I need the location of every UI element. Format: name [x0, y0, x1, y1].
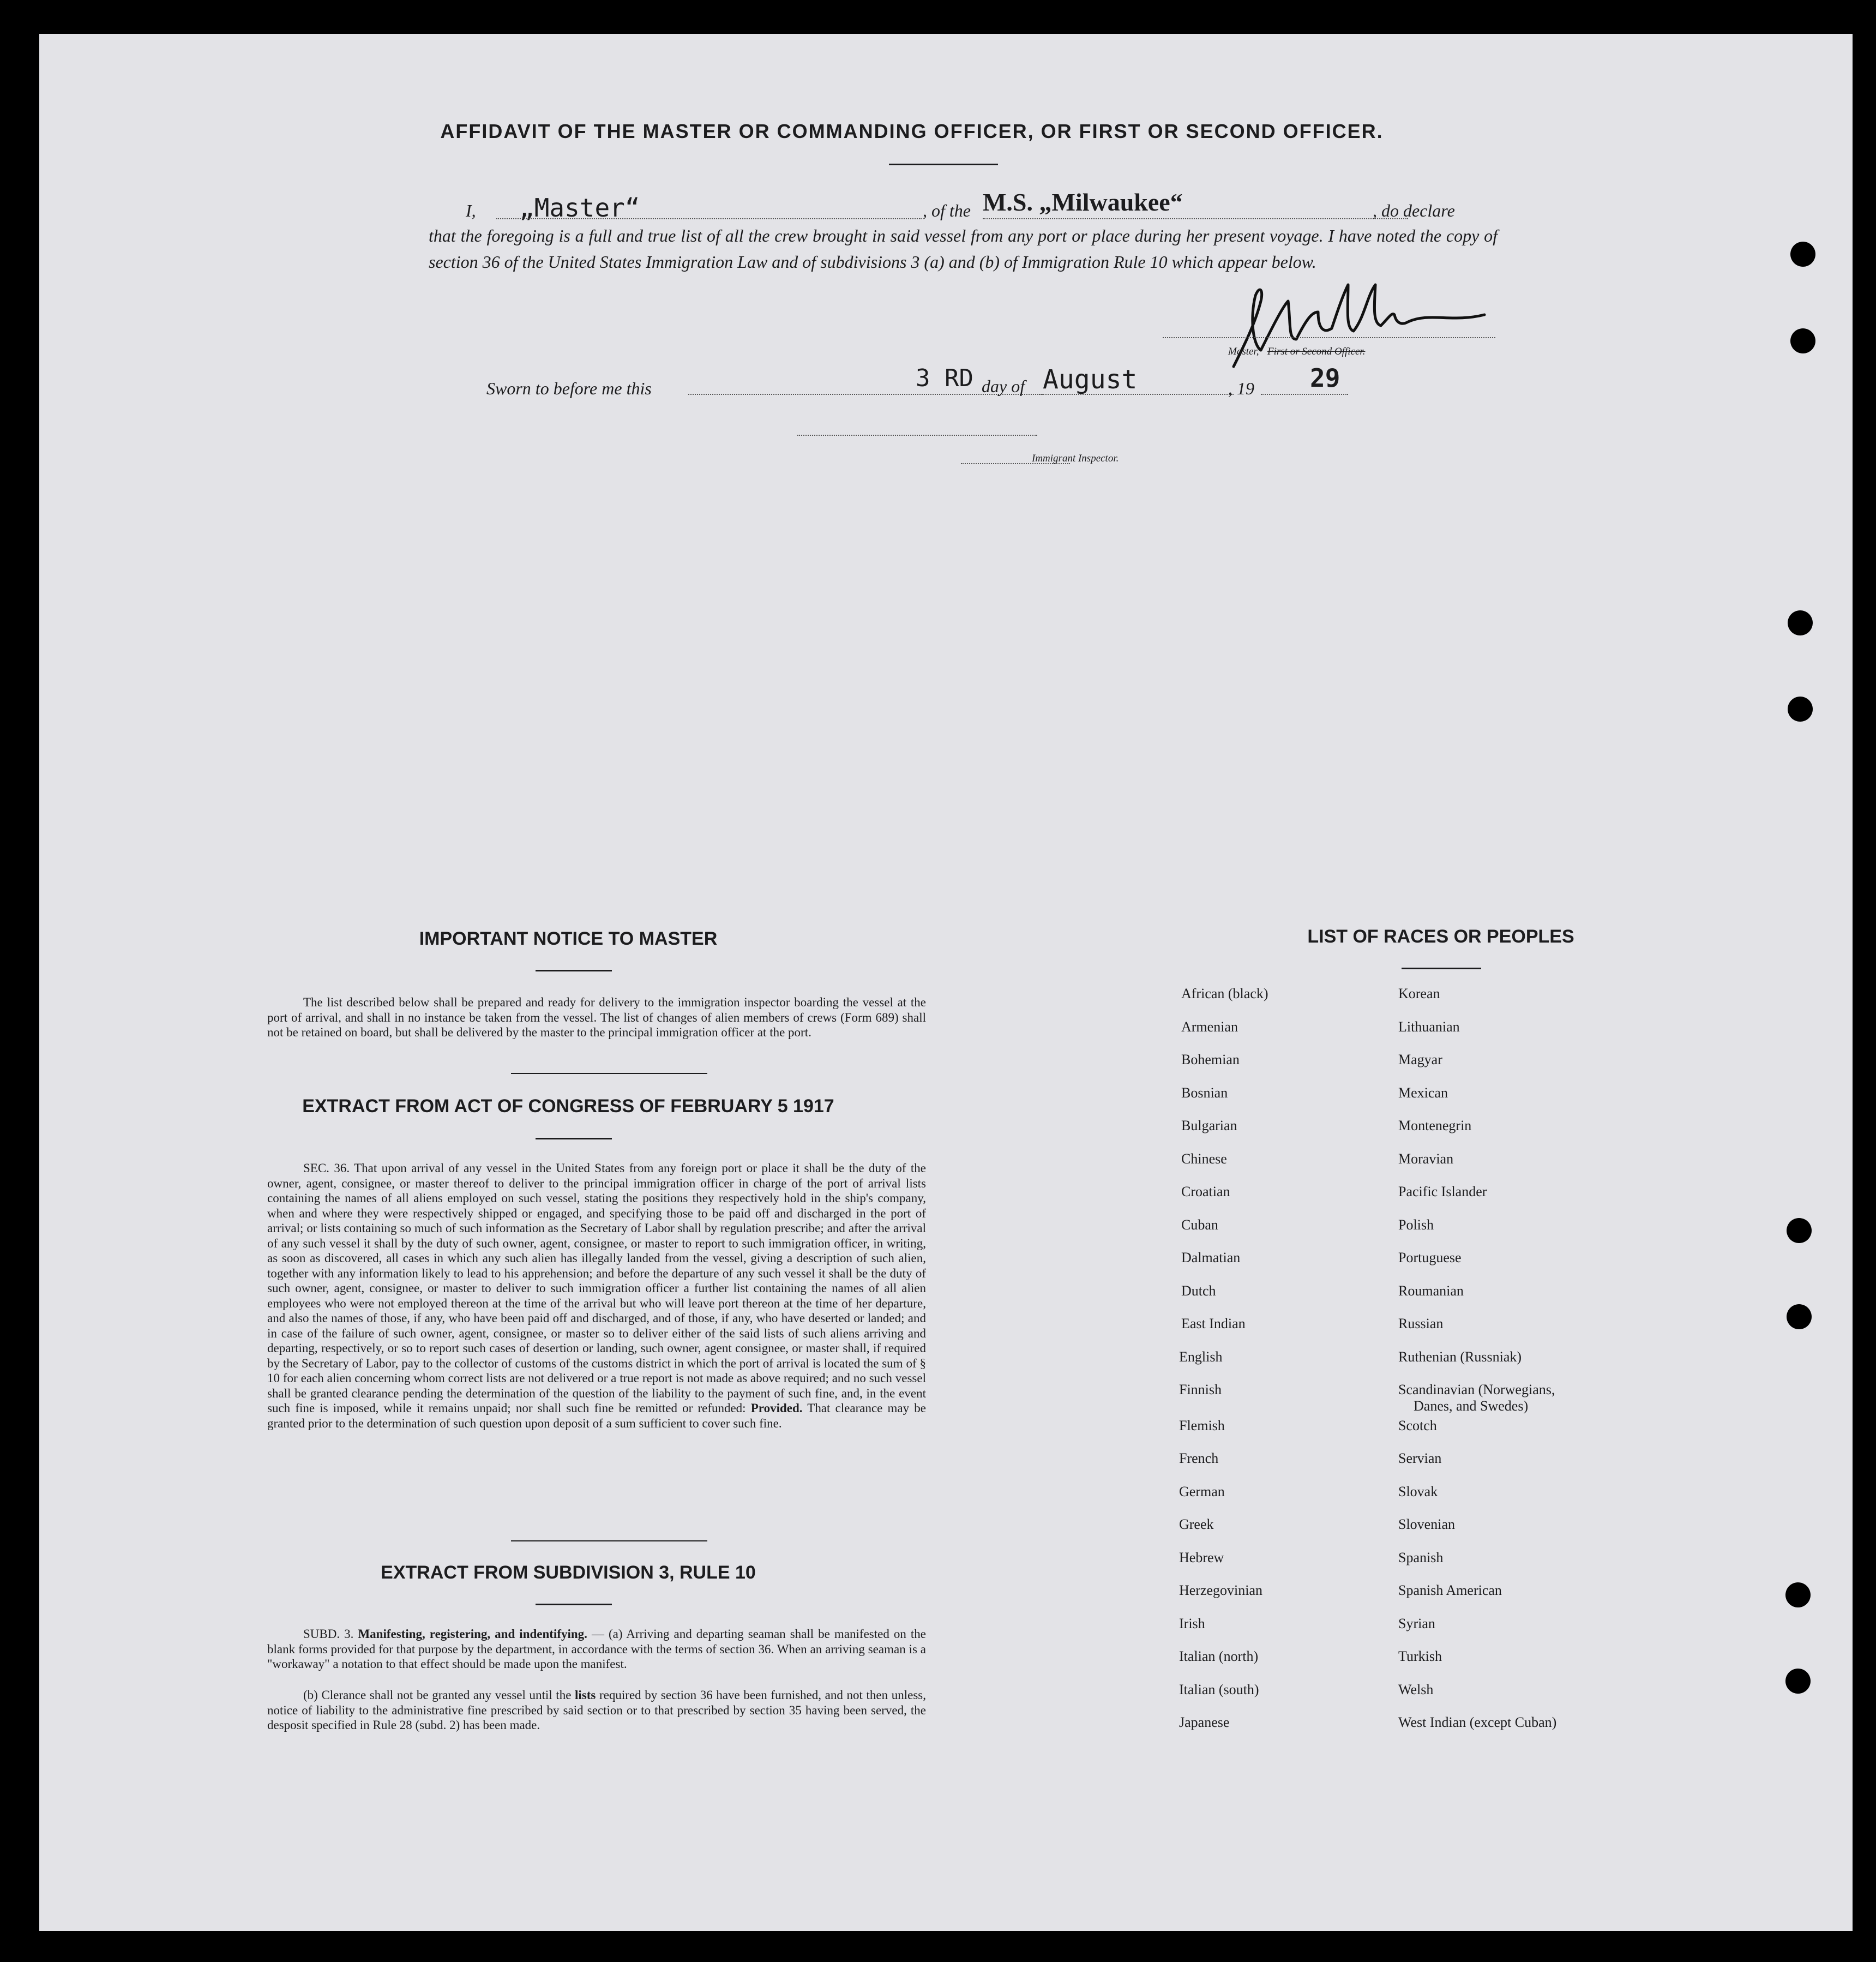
affidavit-title: AFFIDAVIT OF THE MASTER OR COMMANDING OFFICER, OR FIRST OR SECOND OFFICER.	[440, 120, 1384, 142]
notice-text	[267, 995, 926, 1040]
notice-underline	[536, 970, 612, 971]
signature	[1201, 263, 1506, 383]
subd-label: SUBD. 3.	[303, 1627, 354, 1641]
binder-hole	[1790, 242, 1815, 267]
year-line	[1261, 394, 1348, 395]
race-item: Welsh	[1398, 1681, 1434, 1697]
act-heading: EXTRACT FROM ACT OF CONGRESS OF FEBRUARY 5 1917	[302, 1096, 834, 1117]
month-line	[1037, 394, 1234, 395]
race-item: Bosnian	[1181, 1084, 1228, 1101]
binder-hole	[1785, 1669, 1811, 1694]
race-item: Spanish	[1398, 1549, 1444, 1565]
race-item: Slovenian	[1398, 1516, 1455, 1532]
race-item: Scotch	[1398, 1417, 1437, 1433]
para-b-start: (b) Clerance shall not be granted any vessel until the	[303, 1688, 572, 1702]
inspector-line-1	[797, 435, 1037, 436]
race-item: Croatian	[1181, 1184, 1230, 1199]
signature-line	[1163, 337, 1495, 338]
year-value[interactable]: 29	[1310, 363, 1340, 393]
notice-text-content: The list described below shall be prepared and ready for delivery to the immigration inspector boarding the vessel at the port of arrival, and shall in no instance be taken from the vessel. The list of changes of alien members of crews (Form 689) shall not be retained on board, but shall be delivered by the master to the principal immigration officer at the port.	[267, 995, 926, 1039]
race-item: East Indian	[1181, 1316, 1246, 1331]
race-item: Roumanian	[1398, 1282, 1464, 1299]
do-declare-label: , do declare	[1373, 201, 1455, 220]
race-item: Russian	[1398, 1316, 1444, 1331]
race-item: Herzegovinian	[1179, 1582, 1263, 1598]
race-item: Montenegrin	[1398, 1118, 1472, 1133]
races-list	[1179, 986, 1561, 1777]
race-item: Mexican	[1398, 1084, 1448, 1101]
race-item: Greek	[1179, 1516, 1214, 1532]
race-item: English	[1179, 1348, 1223, 1365]
race-item: Scandinavian (Norwegians,	[1398, 1382, 1555, 1397]
title-underline	[889, 164, 998, 165]
race-item: Flemish	[1179, 1417, 1225, 1433]
provided-word: Provided.	[750, 1401, 803, 1415]
race-item: Irish	[1179, 1615, 1205, 1631]
inspector-label: Immigrant Inspector.	[1032, 453, 1119, 464]
officer-value[interactable]: „Master“	[519, 193, 640, 223]
officer-line	[496, 218, 922, 219]
race-item: Bohemian	[1181, 1052, 1240, 1067]
binder-hole	[1787, 1218, 1812, 1243]
act-text-content: SEC. 36. That upon arrival of any vessel in the United States from any foreign port or place it shall be the duty of the owner, agent, consignee, or master thereof to deliver to the principal immigration officer in charge of the port of arrival lists containing the names of all aliens employed on such vessel, stating the positions they respectively hold in the ship's company, when and where they were respectively shipped or engaged, and specifying those to be paid off and discharged in the port of arrival; or lists containing so much of such information as the Secretary of Labor shall by regulation prescribe; and after the arrival of any such vessel it shall by the duty of such owner, agent, consignee, or master to report to such immigration officer, in writing, as soon as discovered, all cases in which any such alien has illegally landed from the vessel, giving a description of such alien, together with any information likely to lead to his apprehension; and before the departure of any such vessel it shall be the duty of such owner, agent, consignee, or master to deliver to such immigration officer a further list containing the names of all alien employees who were not employed thereon at the time of the arrival but who will leave port thereon at the time of her departure, and also the names of those, if any, who have been paid off and discharged, and of those, if any, who have deserted or landed; and in case of the failure of such owner, agent, consignee, or master so to deliver either of the said lists of such aliens arriving and departing, respectively, or so to report such cases of desertion or landing, such owner, agent consignee, or master shall, if required by the Secretary of Labor, pay to the collector of customs of the customs district in which the port of arrival is located the sum of § 10 for each alien concerning whom correct lists are not delivered or a true report is not made as above required; and no such vessel shall be granted clearance pending the determination of the question of the liability to the payment of such fine, and, in the event such fine is imposed, while it remains unpaid; nor shall such fine be remitted or refunded:	[267, 1161, 926, 1415]
vessel-value[interactable]: M.S. „Milwaukee“	[983, 188, 1183, 216]
race-item: Magyar	[1398, 1052, 1442, 1067]
declaration-text: that the foregoing is a full and true list of all the crew brought in said vessel from any port or place during her present voyage. I have noted the copy of section 36 of the United States Immigration Law and of subdivisions 3 (a) and (b) of Immigration Rule 10 which appear below.	[429, 226, 1498, 272]
races-heading: LIST OF RACES OR PEOPLES	[1307, 926, 1574, 947]
race-item: West Indian (except Cuban)	[1398, 1714, 1557, 1730]
race-item: Hebrew	[1179, 1549, 1224, 1565]
binder-hole	[1788, 610, 1813, 635]
race-item: Danes, and Swedes)	[1414, 1398, 1529, 1414]
sworn-label: Sworn to before me this	[486, 379, 652, 398]
race-item: German	[1179, 1483, 1225, 1499]
day-of-label: day of	[982, 376, 1025, 396]
rule10-underline	[536, 1604, 612, 1605]
i-label: I,	[466, 201, 476, 220]
race-item: French	[1179, 1450, 1219, 1466]
rule10-text-b	[267, 1688, 926, 1733]
para-b-end: required by section 36 have been furnished, and not then unless, notice of liability to the administrative fine prescribed by said section or to that prescribed by section 35 having been served, the desposit specified in Rule 28 (subd. 2) has been made.	[267, 1688, 927, 1732]
day-value[interactable]: 3 RD	[916, 364, 973, 392]
race-item: Turkish	[1398, 1648, 1442, 1664]
month-value[interactable]: August	[1043, 364, 1138, 395]
race-item: Dutch	[1181, 1282, 1216, 1299]
of-the-label: , of the	[923, 201, 971, 220]
race-item: Dalmatian	[1181, 1250, 1241, 1265]
document-page	[39, 34, 1853, 1931]
race-item: Lithuanian	[1398, 1018, 1460, 1035]
act-text	[267, 1161, 926, 1431]
rule10-text-a	[267, 1627, 926, 1672]
rule10-heading: EXTRACT FROM SUBDIVISION 3, RULE 10	[381, 1562, 756, 1583]
race-item: Finnish	[1179, 1382, 1222, 1397]
race-item: Japanese	[1179, 1714, 1230, 1730]
act-text-end: That clearance may be granted prior to the determination of such question upon deposit of a sum sufficient to cover such fine.	[267, 1401, 926, 1430]
race-item: Polish	[1398, 1216, 1434, 1233]
race-item: Pacific Islander	[1398, 1184, 1487, 1199]
race-item: Servian	[1398, 1450, 1442, 1466]
race-item: Korean	[1398, 986, 1440, 1001]
vessel-line	[983, 218, 1408, 219]
act-underline	[536, 1138, 612, 1139]
notice-heading: IMPORTANT NOTICE TO MASTER	[419, 928, 718, 949]
lists-word: lists	[575, 1688, 596, 1702]
race-item: Cuban	[1181, 1216, 1218, 1233]
act-divider	[511, 1540, 707, 1541]
race-item: Ruthenian (Russniak)	[1398, 1348, 1522, 1365]
binder-hole	[1785, 1582, 1811, 1607]
binder-hole	[1788, 697, 1813, 722]
binder-hole	[1790, 328, 1815, 353]
race-item: Spanish American	[1398, 1582, 1502, 1598]
race-item: Portuguese	[1398, 1250, 1462, 1265]
race-item: Chinese	[1181, 1150, 1227, 1167]
year-prefix: , 19	[1228, 379, 1254, 398]
para-a: — (a) Arriving and departing seaman shall be manifested on the blank forms provided for that purpose by the department, in accordance with the terms of section 36. When an arriving seaman is a "workaway" a notation to that effect should be made upon the manifest.	[267, 1627, 927, 1671]
signature-role-master: Master,	[1228, 346, 1259, 357]
race-item: African (black)	[1181, 986, 1268, 1001]
race-item: Syrian	[1398, 1615, 1435, 1631]
binder-hole	[1787, 1304, 1812, 1329]
notice-divider	[511, 1073, 707, 1074]
signature-role-struck: First or Second Officer.	[1267, 346, 1366, 357]
race-item: Armenian	[1181, 1018, 1238, 1035]
subd-title: Manifesting, registering, and indentifying.	[358, 1627, 587, 1641]
races-underline	[1402, 968, 1481, 969]
race-item: Italian (north)	[1179, 1648, 1259, 1664]
race-item: Bulgarian	[1181, 1118, 1237, 1133]
race-item: Slovak	[1398, 1483, 1438, 1499]
race-item: Moravian	[1398, 1150, 1454, 1167]
race-item: Italian (south)	[1179, 1681, 1259, 1697]
